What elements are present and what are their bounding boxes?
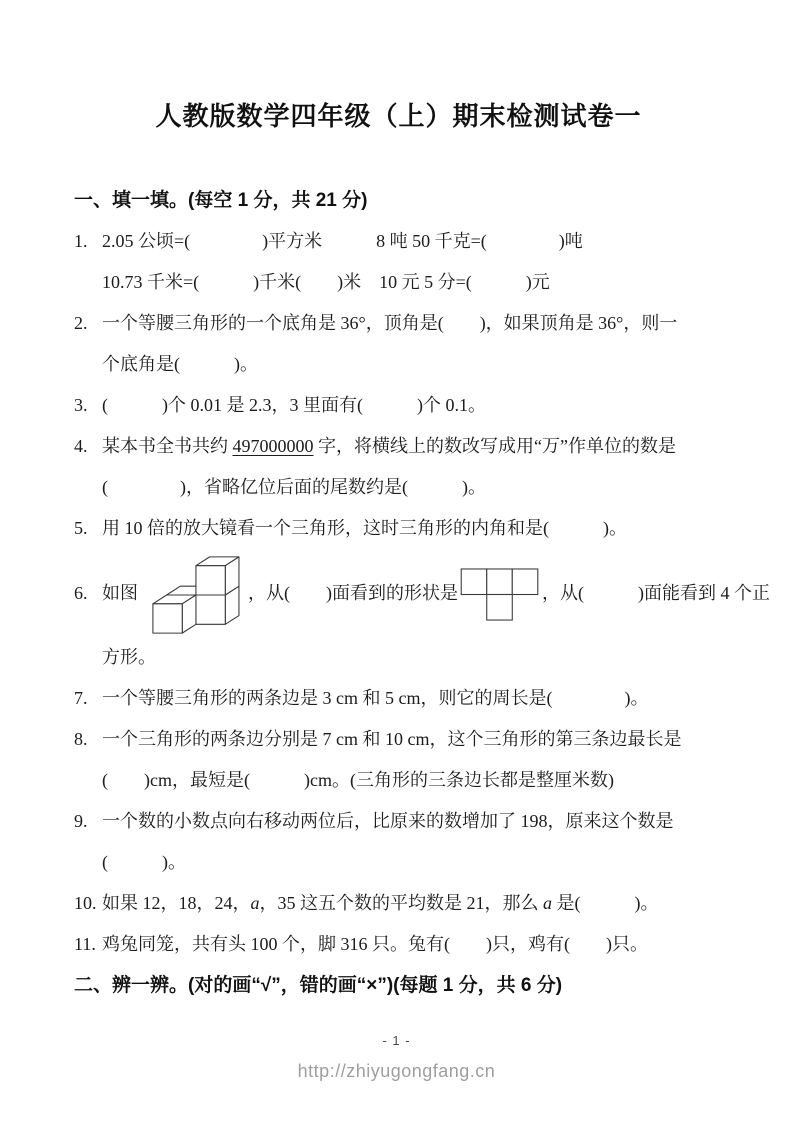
question-7-line-1: [74, 678, 723, 719]
t-shape-figure: [460, 568, 540, 622]
question-1: [74, 221, 723, 303]
question-number: 9.: [74, 811, 88, 831]
question-text: 鸡兔同笼，共有头 100 个，脚 316 只。兔有( )只，鸡有( )只。: [102, 934, 648, 954]
question-6-line-2: 方形。: [102, 647, 156, 667]
question-text: 一个等腰三角形的一个底角是 36°，顶角是( )，如果顶角是 36°，则一: [102, 313, 678, 333]
question-3-line-1: [74, 385, 723, 426]
question-9: [74, 801, 723, 883]
question-3: [74, 385, 723, 426]
question-text: 如果 12，18，24，: [102, 893, 251, 913]
question-11: [74, 924, 723, 965]
variable-a: a: [250, 893, 260, 913]
question-8-line-2: ( )cm，最短是( )cm。(三角形的三条边长都是整厘米数): [102, 770, 614, 790]
question-number: 6.: [74, 583, 88, 603]
question-6-line-1: [74, 549, 770, 637]
question-9-line-1: [74, 801, 723, 842]
question-9-line-2: ( )。: [102, 852, 186, 872]
stacked-cubes-figure: [140, 551, 246, 639]
question-5-line-1: [74, 508, 723, 549]
question-text: 一个三角形的两条边分别是 7 cm 和 10 cm，这个三角形的第三条边最长是: [102, 729, 682, 749]
question-4: [74, 426, 723, 508]
footer-url: http://zhiyugongfang.cn: [297, 1061, 496, 1081]
question-text: ，从( )面看到的形状是: [248, 583, 458, 603]
page-number: - 1 -: [382, 1033, 411, 1048]
question-7: [74, 678, 723, 719]
question-1-line-2: 10.73 千米=( )千米( )米 10 元 5 分=( )元: [102, 272, 550, 292]
question-text: 如图: [102, 583, 138, 603]
question-4-line-1: [74, 426, 723, 467]
section-heading-1: 一、填一填。(每空 1 分，共 21 分): [74, 190, 368, 211]
underlined-number: 497000000: [232, 436, 314, 456]
question-10-line-1: [74, 883, 723, 924]
question-text: ，35 这五个数的平均数是 21，那么: [259, 893, 543, 913]
question-11-line-1: [74, 924, 723, 965]
section-heading-2: 二、辨一辨。(对的画“√”，错的画“×”)(每题 1 分，共 6 分): [74, 975, 563, 996]
question-1-line-1: [74, 221, 723, 262]
question-text: 字，将横线上的数改写成用“万”作单位的数是: [313, 436, 676, 456]
question-10: [74, 883, 723, 924]
question-8: [74, 719, 723, 801]
question-2-line-2: 个底角是( )。: [102, 354, 258, 374]
question-5: [74, 508, 723, 549]
question-text: 某本书全书共约: [102, 436, 233, 456]
question-text: 一个数的小数点向右移动两位后，比原来的数增加了 198，原来这个数是: [102, 811, 674, 831]
question-number: 8.: [74, 729, 88, 749]
question-2: [74, 303, 723, 385]
question-number: 11.: [74, 934, 96, 954]
question-number: 10.: [74, 893, 97, 913]
question-text: 一个等腰三角形的两条边是 3 cm 和 5 cm，则它的周长是( )。: [102, 688, 649, 708]
question-6: [74, 549, 770, 678]
page-footer: [0, 1032, 793, 1082]
question-text: 2.05 公顷=( )平方米 8 吨 50 千克=( )吨: [102, 231, 583, 251]
page-title: 人教版数学四年级（上）期末检测试卷一: [155, 101, 642, 131]
question-text: 用 10 倍的放大镜看一个三角形，这时三角形的内角和是( )。: [102, 518, 627, 538]
question-number: 5.: [74, 518, 88, 538]
question-text: ，从( )面能看到 4 个正: [542, 583, 770, 603]
question-number: 4.: [74, 436, 88, 456]
question-number: 3.: [74, 395, 88, 415]
question-number: 7.: [74, 688, 88, 708]
question-8-line-1: [74, 719, 723, 760]
question-text: ( )个 0.01 是 2.3，3 里面有( )个 0.1。: [102, 395, 486, 415]
question-2-line-1: [74, 303, 723, 344]
question-number: 1.: [74, 231, 88, 251]
question-text: 是( )。: [552, 893, 659, 913]
variable-a: a: [543, 893, 552, 913]
question-number: 2.: [74, 313, 88, 333]
question-4-line-2: ( )，省略亿位后面的尾数约是( )。: [102, 477, 486, 497]
